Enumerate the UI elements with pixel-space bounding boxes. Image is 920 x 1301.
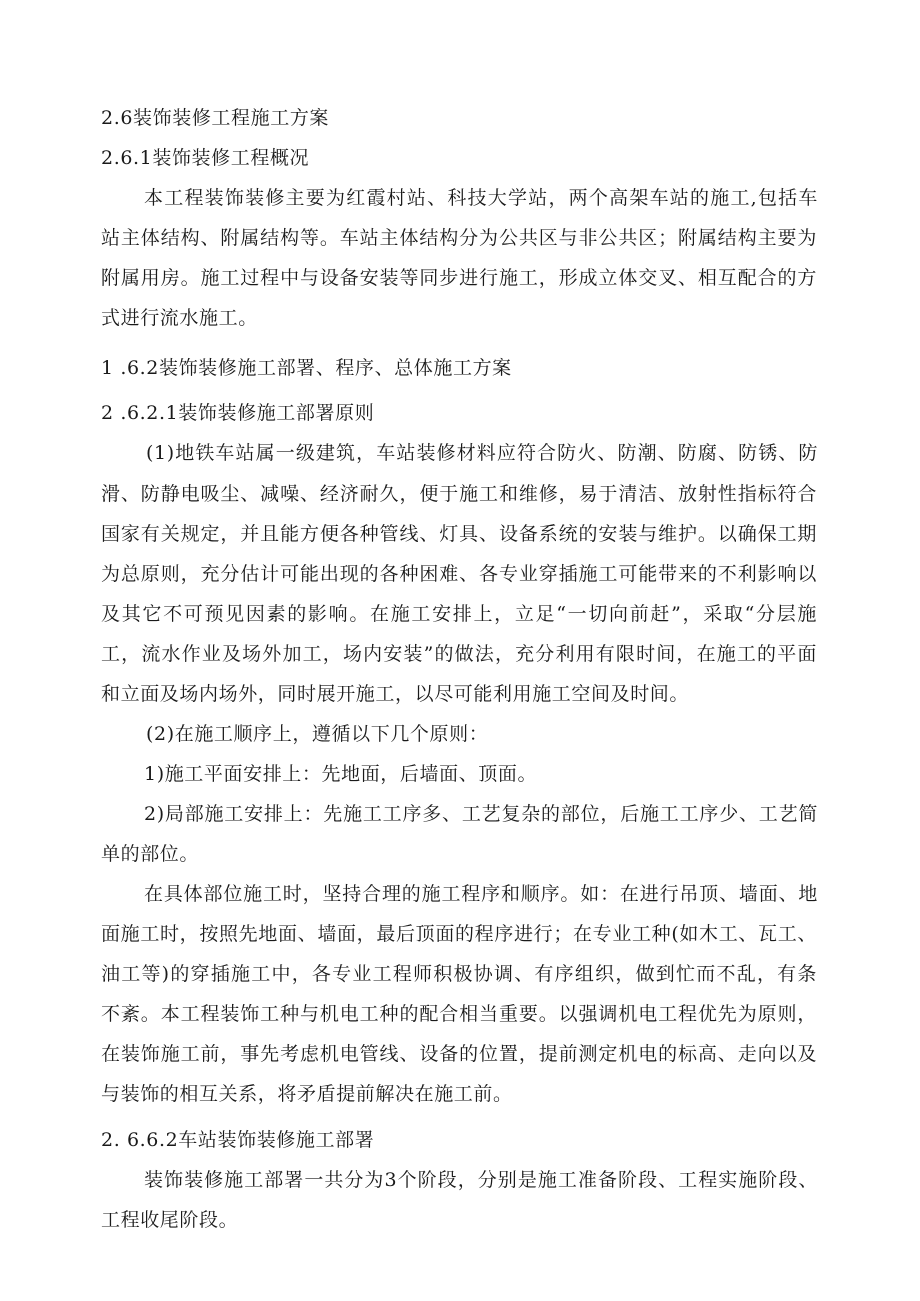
paragraph-line: 在具体部位施工时，坚持合理的施工程序和顺序。如：在进行吊顶、墙面、地 (144, 883, 818, 905)
paragraph-line: 国家有关规定，并且能方便各种管线、灯具、设备系统的安装与维护。以确保工期 (101, 523, 817, 545)
paragraph-line: 与装饰的相互关系，将矛盾提前解决在施工前。 (101, 1083, 513, 1105)
paragraph-line: 式进行流水施工。 (101, 307, 258, 329)
paragraph-line: 面施工时，按照先地面、墙面，最后顶面的程序进行；在专业工种(如木工、瓦工、 (101, 923, 817, 945)
paragraph-line: 附属用房。施工过程中与设备安装等同步进行施工，形成立体交叉、相互配合的方 (101, 267, 817, 289)
paragraph-line: (1)地铁车站属一级建筑，车站装修材料应符合防火、防潮、防腐、防锈、防 (146, 442, 818, 464)
paragraph-line: 本工程装饰装修主要为红霞村站、科技大学站，两个高架车站的施工,包括车 (144, 187, 818, 209)
paragraph-line: 不紊。本工程装饰工种与机电工种的配合相当重要。以强调机电工程优先为原则， (101, 1003, 817, 1025)
subsection-heading: 1 .6.2装饰装修施工部署、程序、总体施工方案 (101, 357, 512, 379)
rule-1-line: 1)施工平面安排上：先地面，后墙面、顶面。 (144, 763, 538, 785)
paragraph-line: 及其它不可预见因素的影响。在施工安排上，立足“一切向前赶”，采取“分层施 (101, 603, 817, 625)
paragraph-line: 单的部位。 (101, 843, 200, 865)
paragraph-line: 站主体结构、附属结构等。车站主体结构分为公共区与非公共区；附属结构主要为 (101, 227, 817, 249)
paragraph-line: 2)局部施工安排上：先施工工序多、工艺复杂的部位，后施工工序少、工艺简 (144, 803, 818, 825)
paragraph-line: 工程收尾阶段。 (101, 1209, 239, 1231)
paragraph-line: 在装饰施工前，事先考虑机电管线、设备的位置，提前测定机电的标高、走向以及 (101, 1043, 817, 1065)
paragraph-line: 工，流水作业及场外加工，场内安装”的做法，充分利用有限时间，在施工的平面 (101, 643, 817, 665)
subsection-heading: 2.6.1装饰装修工程概况 (101, 147, 310, 169)
paragraph-line: 滑、防静电吸尘、减噪、经济耐久，便于施工和维修，易于清洁、放射性指标符合 (101, 483, 817, 505)
principle-2-line: (2)在施工顺序上，遵循以下几个原则： (146, 723, 489, 745)
paragraph-line: 装饰装修施工部署一共分为3个阶段，分别是施工准备阶段、工程实施阶段、 (144, 1169, 818, 1191)
subsection-heading: 2. 6.6.2车站装饰装修施工部署 (101, 1129, 375, 1151)
subsection-heading: 2 .6.2.1装饰装修施工部署原则 (101, 402, 375, 424)
paragraph-line: 油工等)的穿插施工中，各专业工程师积极协调、有序组织，做到忙而不乱，有条 (101, 963, 817, 985)
section-heading: 2.6装饰装修工程施工方案 (101, 107, 330, 129)
paragraph-line: 为总原则，充分估计可能出现的各种困难、各专业穿插施工可能带来的不利影响以 (101, 563, 817, 585)
paragraph-line: 和立面及场内场外，同时展开施工，以尽可能利用施工空间及时间。 (101, 683, 690, 705)
